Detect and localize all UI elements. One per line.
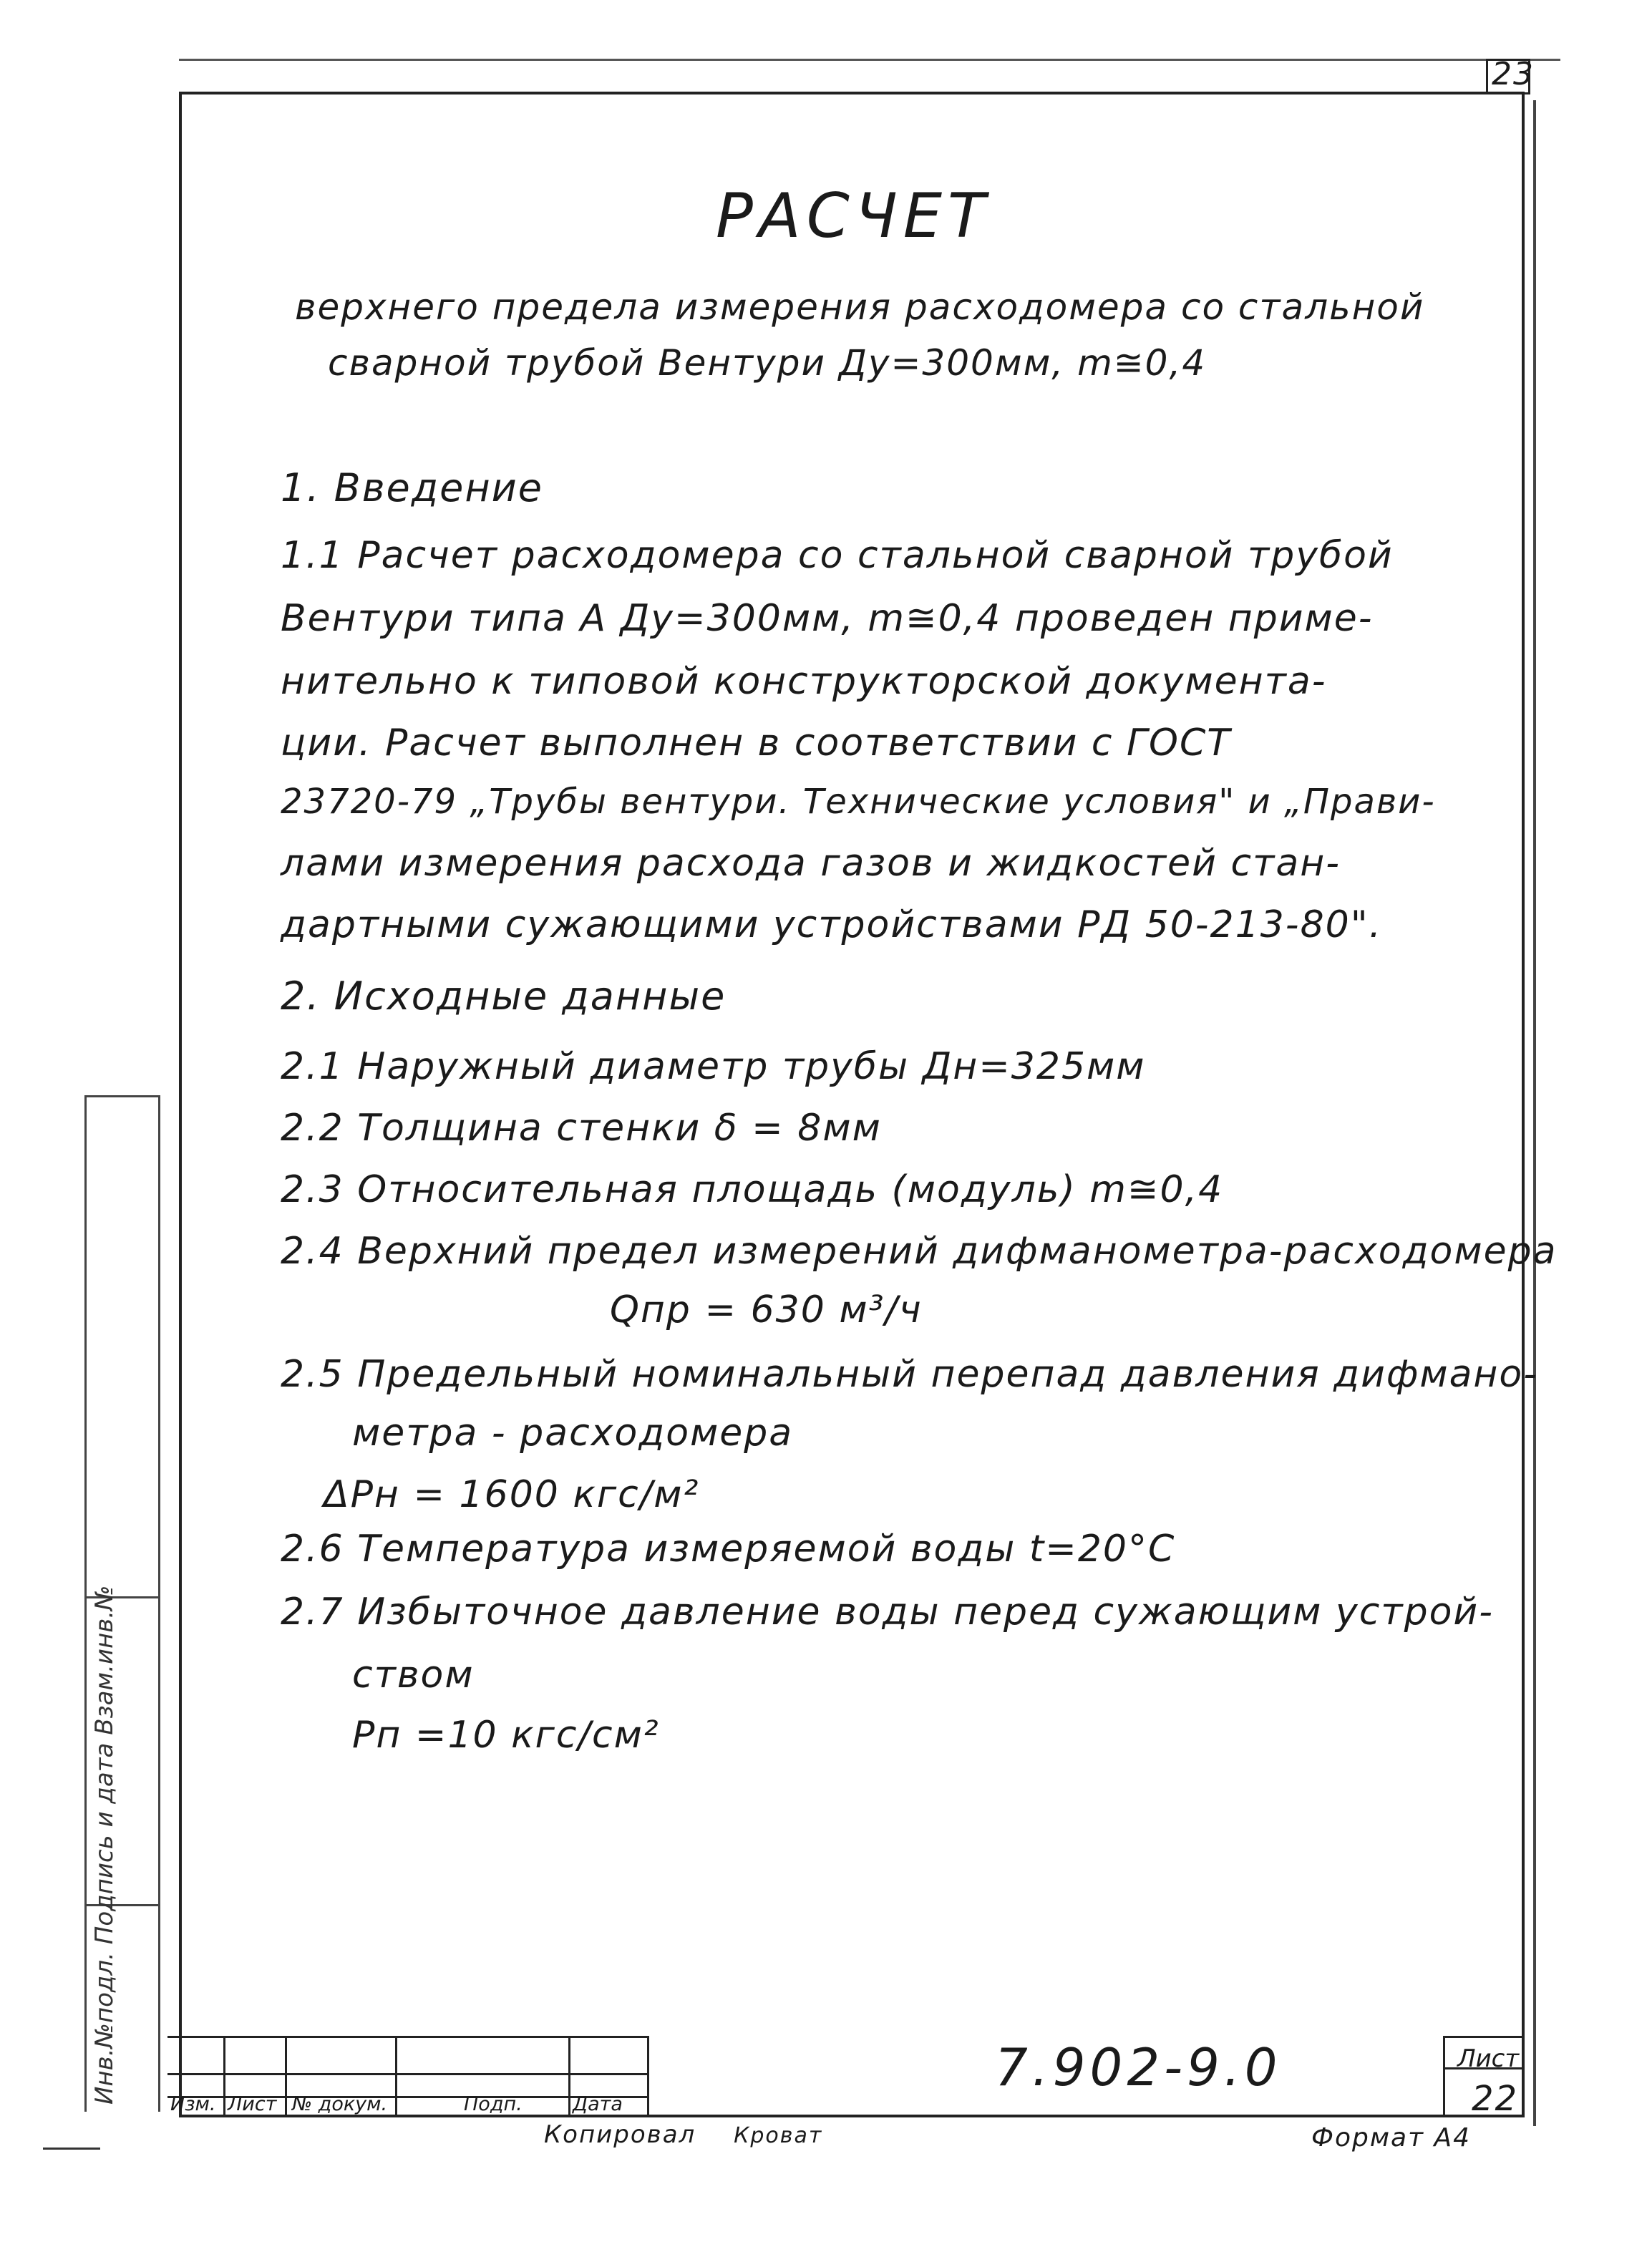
section-2-item: 2.5 Предельный номинальный перепад давления дифмано- [281,1353,1539,1396]
title-block-col-list: Лист [228,2093,277,2115]
section-1-line: 1.1 Расчет расходомера со стальной сварной трубой [281,534,1394,577]
section-1-line: дартными сужающими устройствами РД 50-213-80". [281,903,1383,946]
section-1-line: ции. Расчет выполнен в соответствии с ГОСТ [281,722,1232,765]
section-1-line: нительно к типовой конструкторской документа- [281,660,1327,703]
margin-dash [43,2148,100,2150]
section-2-item: 2.6 Температура измеряемой воды t=20°С [281,1528,1176,1571]
title-block-col-podp: Подп. [464,2093,523,2115]
section-2-item: 2.7 Избыточное давление воды перед сужающим устрой- [281,1591,1494,1634]
section-2-formula: Qпр = 630 м³/ч [610,1289,923,1331]
frame-double-line [1533,100,1536,2126]
section-2-item-cont: ством [352,1654,475,1697]
title-block-col-izm: Изм. [170,2093,216,2115]
section-2-item: 2.1 Наружный диаметр трубы Дн=325мм [281,1045,1146,1088]
top-rule [179,59,1560,61]
section-1-line: Вентури типа А Ду=300мм, m≅0,4 проведен приме- [281,597,1374,640]
drawing-frame [179,92,1525,2117]
section-2-item: 2.4 Верхний предел измерений дифманометра-расходомера [281,1230,1558,1273]
sheet-label: Лист [1457,2044,1520,2073]
section-2-item: 2.2 Толщина стенки δ = 8мм [281,1107,882,1150]
section-2-formula: Pп =10 кгс/см² [352,1714,660,1757]
section-1-heading: 1. Введение [281,465,543,510]
section-2-heading: 2. Исходные данные [281,974,727,1019]
section-2-item: 2.3 Относительная площадь (модуль) m≅0,4 [281,1168,1224,1211]
subtitle-line-2: сварной трубой Вентури Ду=300мм, m≅0,4 [328,342,1207,384]
sheet-number-top: 23 [1492,56,1535,92]
copied-signature: Кроват [734,2123,823,2148]
format-label: Формат А4 [1311,2123,1472,2153]
title-block-col-doc: № докум. [292,2093,388,2115]
subtitle-line-1: верхнего предела измерения расходомера со стальной [295,286,1425,328]
copied-by [544,2120,822,2149]
title-block-col-data: Дата [573,2093,623,2115]
copied-label: Копировал [544,2120,696,2149]
side-stamp-text: Инв.№подл. Подпись и дата Взам.инв.№ [90,1585,119,2105]
section-2-formula: ΔPн = 1600 кгс/м² [324,1473,700,1516]
section-1-line: 23720-79 „Трубы вентури. Технические условия" и „Прави- [281,782,1436,822]
page-title: РАСЧЕТ [716,180,991,252]
section-2-item-cont: метра - расходомера [352,1412,794,1455]
document-code: 7.902-9.0 [995,2037,1282,2097]
sheet-value: 22 [1472,2079,1519,2119]
section-1-line: лами измерения расхода газов и жидкостей стан- [281,842,1341,885]
